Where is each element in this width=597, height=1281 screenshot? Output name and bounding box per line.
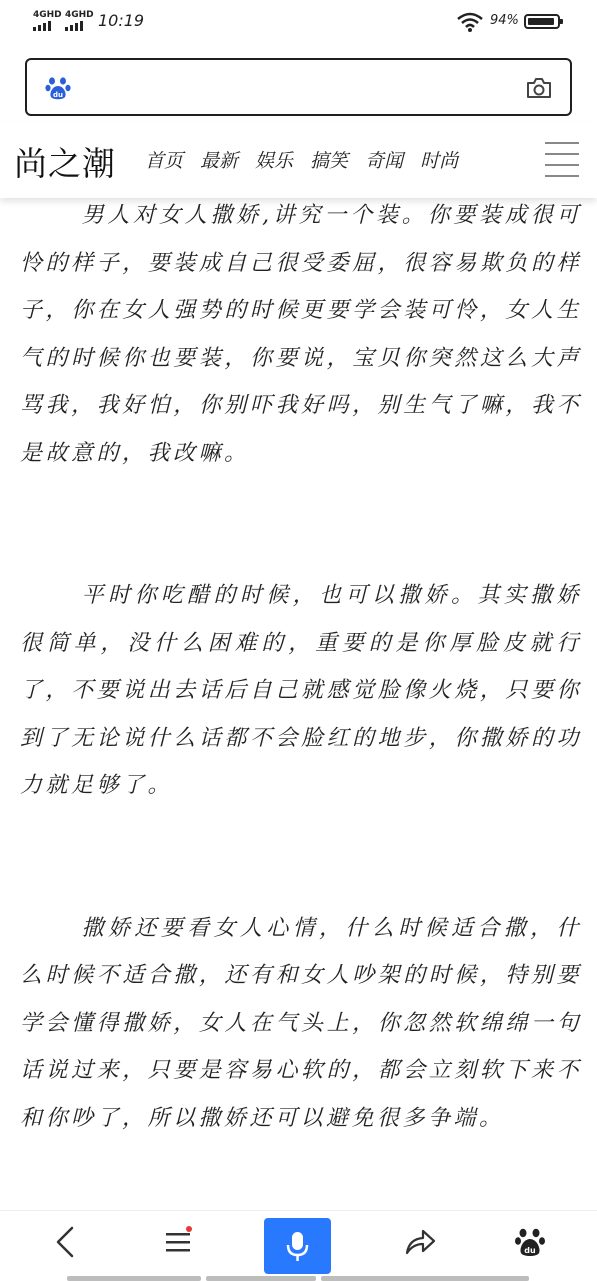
article-paragraph-3: 撒娇还要看女人心情，什么时候适合撒，什么时候不适合撒，还有和女人吵架的时候，特别要学会懂得撒娇，女人在气头上，你忽然软绵绵一句话说过来，只要是容易心软的，都会立刻软下来不和你吵了，所以撒娇还可以避免很多争端。 [20,915,582,1131]
signal-label-2: 4GHD [65,10,94,20]
microphone-icon [264,1218,331,1274]
notification-dot [186,1226,192,1232]
article-paragraph-1: 男人对女人撒娇,讲究一个装。你要装成很可怜的样子，要装成自己很受委屈，很容易欺负的样子，你在女人强势的时候更要学会装可怜，女人生气的时候你也要装，你要说，宝贝你突然这么大声骂我，我好怕，你别吓我好吗，别生气了嘛，我不是故意的，我改嘛。 [20,203,582,466]
nav-item-fashion[interactable]: 时尚 [420,150,459,172]
site-nav [145,146,458,173]
back-icon[interactable] [52,1225,78,1259]
status-bar [0,0,597,44]
nav-item-oddities[interactable]: 奇闻 [365,150,404,172]
svg-text:du: du [524,1246,536,1255]
nav-item-entertainment[interactable]: 娱乐 [255,150,294,172]
clock: 10:19 [98,11,145,30]
signal-indicator-1 [33,10,62,31]
hamburger-menu-icon[interactable] [545,142,579,186]
page-indicator-2 [206,1276,316,1281]
battery-fill [528,18,554,25]
page-indicator-3 [321,1276,529,1281]
site-logo[interactable]: 尚之潮 [14,144,116,183]
nav-item-latest[interactable]: 最新 [200,150,239,172]
site-header [0,122,597,198]
nav-item-funny[interactable]: 搞笑 [310,150,349,172]
battery-icon [524,14,560,29]
svg-text:du: du [53,91,63,99]
nav-item-home[interactable]: 首页 [145,150,184,172]
signal-label-1: 4GHD [33,10,62,20]
camera-icon[interactable] [526,76,552,100]
signal-indicator-2 [65,10,94,31]
page-indicator-1 [67,1276,201,1281]
article-body [20,192,582,1142]
bottom-toolbar [0,1210,597,1281]
wifi-icon [457,12,483,32]
battery-percent: 94% [490,13,519,28]
baidu-home-icon[interactable] [514,1225,546,1259]
article-paragraph-2: 平时你吃醋的时候，也可以撒娇。其实撒娇很简单，没什么困难的，重要的是你厚脸皮就行了，不要说出去话后自己就感觉脸像火烧，只要你到了无论说什么话都不会脸红的地步，你撒娇的功力就足够了。 [20,583,582,798]
share-icon[interactable] [403,1225,437,1259]
voice-search-button[interactable] [264,1218,331,1274]
baidu-paw-icon[interactable] [45,75,71,101]
search-input[interactable] [25,58,572,116]
